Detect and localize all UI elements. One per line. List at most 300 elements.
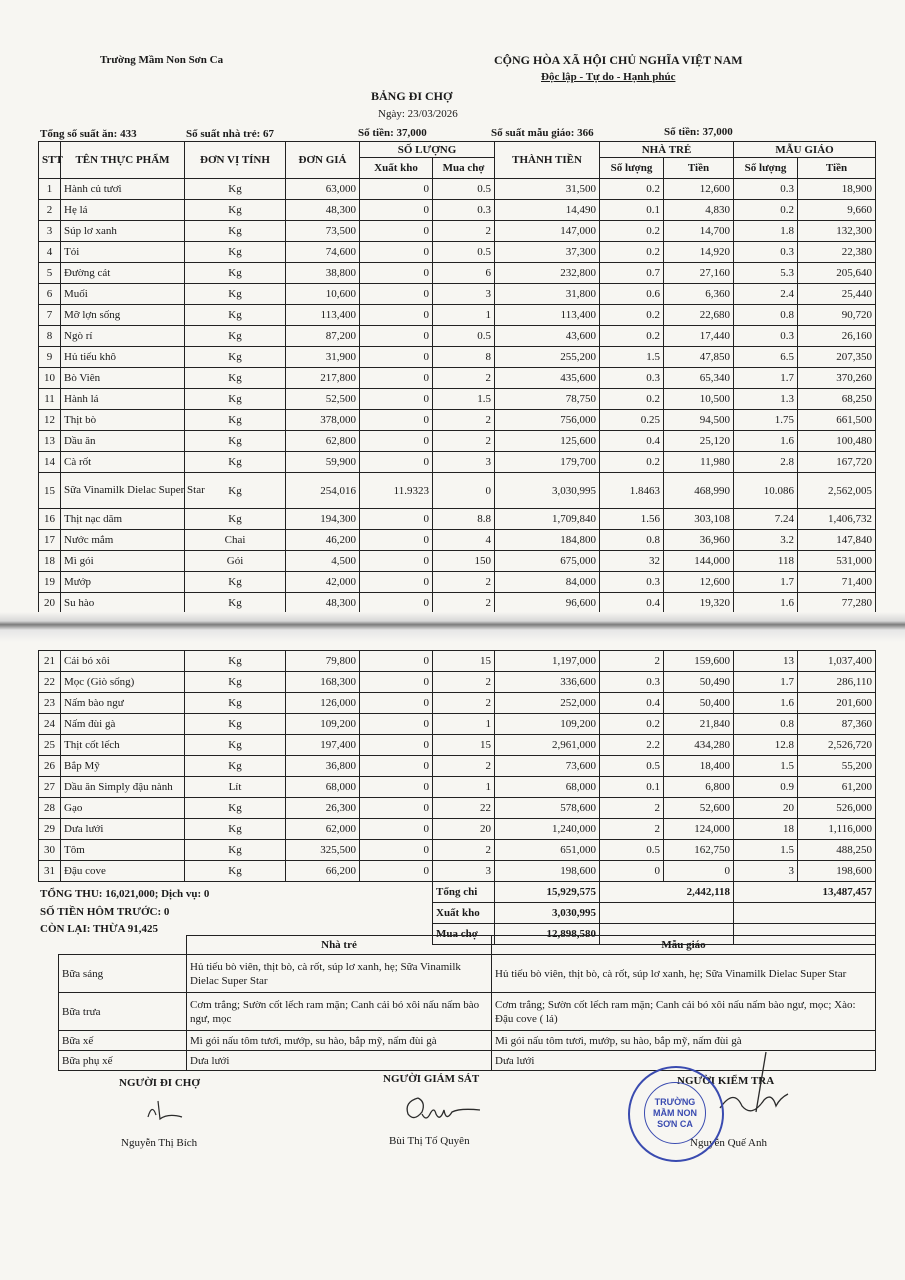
cell-name: Tôm — [61, 840, 185, 861]
cell-maugiao-money: 1,406,732 — [798, 509, 876, 530]
cell-name: Tỏi — [61, 242, 185, 263]
cell-stt: 18 — [39, 551, 61, 572]
cell-name: Thịt nạc dăm — [61, 509, 185, 530]
cell-price: 168,300 — [286, 672, 360, 693]
cell-out: 0 — [360, 410, 433, 431]
cell-maugiao-qty: 10.086 — [734, 473, 798, 509]
cell-price: 31,900 — [286, 347, 360, 368]
item-row — [39, 798, 876, 819]
cell-nhatre-money: 18,400 — [664, 756, 734, 777]
cell-unit: Kg — [185, 819, 286, 840]
cell-stt: 14 — [39, 452, 61, 473]
cell-stt: 15 — [39, 473, 61, 509]
item-row — [39, 756, 876, 777]
cell-stt: 6 — [39, 284, 61, 305]
cell-maugiao-money: 205,640 — [798, 263, 876, 284]
cell-nhatre-money: 50,400 — [664, 693, 734, 714]
cell-nhatre-qty: 0.5 — [600, 840, 664, 861]
cell-unit: Kg — [185, 368, 286, 389]
cell-stt: 28 — [39, 798, 61, 819]
cell-out: 0 — [360, 551, 433, 572]
cell-nhatre-qty: 0.6 — [600, 284, 664, 305]
cell-maugiao-money: 2,562,005 — [798, 473, 876, 509]
cell-nhatre-qty: 1.56 — [600, 509, 664, 530]
menu-maugiao: Cơm trắng; Sườn cốt lếch ram mặn; Canh cải bó xôi nấu nấm bào ngư, mọc; Xào: Đậu cove ( lá) — [492, 993, 876, 1031]
cell-maugiao-money: 661,500 — [798, 410, 876, 431]
col-maugiao: MẪU GIÁO — [734, 142, 876, 158]
cell-buy: 2 — [433, 410, 495, 431]
cell-maugiao-qty: 1.3 — [734, 389, 798, 410]
cell-nhatre-qty: 1.8463 — [600, 473, 664, 509]
cell-maugiao-qty: 1.8 — [734, 221, 798, 242]
cell-amount: 109,200 — [495, 714, 600, 735]
cell-unit: Chai — [185, 530, 286, 551]
cell-unit: Lít — [185, 777, 286, 798]
col-qty: SỐ LƯỢNG — [360, 142, 495, 158]
cell-price: 38,800 — [286, 263, 360, 284]
cell-nhatre-money: 6,800 — [664, 777, 734, 798]
cell-buy: 0.5 — [433, 242, 495, 263]
cell-out: 0 — [360, 389, 433, 410]
cell-nhatre-money: 162,750 — [664, 840, 734, 861]
cell-nhatre-qty: 0.1 — [600, 777, 664, 798]
menu-meal: Bữa trưa — [59, 993, 187, 1031]
cell-nhatre-qty: 0.2 — [600, 714, 664, 735]
cell-nhatre-qty: 0.1 — [600, 200, 664, 221]
cell-unit: Kg — [185, 473, 286, 509]
cell-stt: 20 — [39, 593, 61, 614]
cell-nhatre-qty: 0.2 — [600, 242, 664, 263]
cell-price: 74,600 — [286, 242, 360, 263]
cell-nhatre-qty: 0.2 — [600, 389, 664, 410]
cell-price: 113,400 — [286, 305, 360, 326]
cell-maugiao-qty: 0.9 — [734, 777, 798, 798]
cell-nhatre-money: 11,980 — [664, 452, 734, 473]
item-row — [39, 284, 876, 305]
cell-name: Thịt cốt lếch — [61, 735, 185, 756]
cell-maugiao-qty: 2.8 — [734, 452, 798, 473]
cell-unit: Kg — [185, 756, 286, 777]
cell-buy: 15 — [433, 735, 495, 756]
cell-buy: 8.8 — [433, 509, 495, 530]
menu-nhatre: Cơm trắng; Sườn cốt lếch ram mặn; Canh cải bó xôi nấu nấm bào ngư, mọc — [187, 993, 492, 1031]
cell-price: 254,016 — [286, 473, 360, 509]
cell-out: 0 — [360, 593, 433, 614]
con-lai: CÒN LẠI: THỪA 91,425 — [40, 923, 158, 935]
col-price: ĐƠN GIÁ — [286, 142, 360, 179]
cell-nhatre-qty: 0.4 — [600, 693, 664, 714]
item-row — [39, 347, 876, 368]
col-maugiao-tien: Tiền — [798, 158, 876, 179]
cell-price: 197,400 — [286, 735, 360, 756]
cell-buy: 2 — [433, 368, 495, 389]
cell-maugiao-money: 1,037,400 — [798, 651, 876, 672]
cell-amount: 1,197,000 — [495, 651, 600, 672]
maugiao-money: Số tiền: 37,000 — [664, 126, 733, 138]
cell-buy: 1 — [433, 305, 495, 326]
cell-nhatre-money: 52,600 — [664, 798, 734, 819]
cell-name: Gạo — [61, 798, 185, 819]
cell-stt: 24 — [39, 714, 61, 735]
col-nhatre-sl: Số lượng — [600, 158, 664, 179]
cell-buy: 2 — [433, 693, 495, 714]
cell-maugiao-qty: 1.6 — [734, 593, 798, 614]
cell-maugiao-qty: 118 — [734, 551, 798, 572]
cell-out: 0 — [360, 756, 433, 777]
menu-meal: Bữa phụ xế — [59, 1051, 187, 1071]
cell-nhatre-money: 159,600 — [664, 651, 734, 672]
supervisor-signature — [400, 1088, 490, 1128]
cell-out: 0 — [360, 509, 433, 530]
tong-chi-label: Tổng chi — [433, 882, 495, 903]
country-name: CỘNG HÒA XÃ HỘI CHỦ NGHĨA VIỆT NAM — [494, 53, 743, 67]
cell-maugiao-money: 71,400 — [798, 572, 876, 593]
cell-name: Hủ tiếu khô — [61, 347, 185, 368]
cell-price: 217,800 — [286, 368, 360, 389]
cell-maugiao-money: 18,900 — [798, 179, 876, 200]
cell-out: 0 — [360, 861, 433, 882]
item-row — [39, 651, 876, 672]
cell-price: 26,300 — [286, 798, 360, 819]
cell-amount: 198,600 — [495, 861, 600, 882]
motto: Độc lập - Tự do - Hạnh phúc — [541, 71, 676, 83]
menu-maugiao: Dưa lưới — [492, 1051, 876, 1071]
item-row — [39, 179, 876, 200]
cell-out: 0 — [360, 305, 433, 326]
cell-buy: 3 — [433, 452, 495, 473]
items-table-top — [38, 141, 876, 614]
cell-maugiao-money: 9,660 — [798, 200, 876, 221]
cell-name: Hành củ tươi — [61, 179, 185, 200]
cell-nhatre-qty: 1.5 — [600, 347, 664, 368]
cell-amount: 3,030,995 — [495, 473, 600, 509]
item-row — [39, 452, 876, 473]
cell-nhatre-qty: 2 — [600, 651, 664, 672]
cell-maugiao-money: 55,200 — [798, 756, 876, 777]
cell-name: Mướp — [61, 572, 185, 593]
cell-maugiao-money: 488,250 — [798, 840, 876, 861]
cell-nhatre-money: 124,000 — [664, 819, 734, 840]
col-nhatre: NHÀ TRẺ — [600, 142, 734, 158]
cell-nhatre-money: 47,850 — [664, 347, 734, 368]
cell-buy: 2 — [433, 593, 495, 614]
cell-price: 126,000 — [286, 693, 360, 714]
cell-unit: Kg — [185, 410, 286, 431]
cell-out: 0 — [360, 431, 433, 452]
cell-maugiao-qty: 3.2 — [734, 530, 798, 551]
cell-amount: 147,000 — [495, 221, 600, 242]
menu-nhatre-header: Nhà trẻ — [187, 936, 492, 955]
tong-thu: TỔNG THU: 16,021,000; Dịch vụ: 0 — [40, 888, 210, 900]
item-row — [39, 777, 876, 798]
cell-price: 10,600 — [286, 284, 360, 305]
school-stamp — [628, 1066, 724, 1162]
cell-maugiao-qty: 1.75 — [734, 410, 798, 431]
cell-stt: 25 — [39, 735, 61, 756]
item-row — [39, 410, 876, 431]
cell-nhatre-money: 12,600 — [664, 572, 734, 593]
cell-out: 0 — [360, 693, 433, 714]
cell-maugiao-qty: 1.7 — [734, 572, 798, 593]
cell-nhatre-qty: 0 — [600, 861, 664, 882]
cell-nhatre-money: 303,108 — [664, 509, 734, 530]
cell-out: 0 — [360, 242, 433, 263]
cell-out: 0 — [360, 200, 433, 221]
cell-unit: Kg — [185, 284, 286, 305]
menu-maugiao: Hủ tiếu bò viên, thịt bò, cà rốt, súp lơ xanh, hẹ; Sữa Vinamilk Dielac Super Star — [492, 955, 876, 993]
cell-unit: Kg — [185, 221, 286, 242]
cell-amount: 179,700 — [495, 452, 600, 473]
cell-price: 52,500 — [286, 389, 360, 410]
cell-unit: Kg — [185, 389, 286, 410]
cell-amount: 675,000 — [495, 551, 600, 572]
cell-unit: Kg — [185, 200, 286, 221]
cell-amount: 68,000 — [495, 777, 600, 798]
cell-maugiao-money: 77,280 — [798, 593, 876, 614]
cell-maugiao-money: 370,260 — [798, 368, 876, 389]
cell-price: 378,000 — [286, 410, 360, 431]
cell-stt: 7 — [39, 305, 61, 326]
tong-chi-nhatre: 2,442,118 — [600, 882, 734, 903]
cell-nhatre-qty: 0.4 — [600, 431, 664, 452]
cell-stt: 13 — [39, 431, 61, 452]
item-row — [39, 819, 876, 840]
cell-name: Su hào — [61, 593, 185, 614]
cell-maugiao-qty: 1.5 — [734, 840, 798, 861]
cell-buy: 0.3 — [433, 200, 495, 221]
cell-stt: 2 — [39, 200, 61, 221]
cell-amount: 232,800 — [495, 263, 600, 284]
cell-maugiao-qty: 18 — [734, 819, 798, 840]
cell-name: Thịt bò — [61, 410, 185, 431]
cell-maugiao-money: 147,840 — [798, 530, 876, 551]
item-row — [39, 368, 876, 389]
cell-amount: 435,600 — [495, 368, 600, 389]
cell-maugiao-money: 22,380 — [798, 242, 876, 263]
cell-name: Ngò rí — [61, 326, 185, 347]
cell-maugiao-qty: 12.8 — [734, 735, 798, 756]
cell-stt: 1 — [39, 179, 61, 200]
cell-maugiao-money: 526,000 — [798, 798, 876, 819]
cell-stt: 29 — [39, 819, 61, 840]
cell-out: 0 — [360, 284, 433, 305]
cell-buy: 1 — [433, 714, 495, 735]
cell-name: Bắp Mỹ — [61, 756, 185, 777]
cell-maugiao-money: 1,116,000 — [798, 819, 876, 840]
buyer-title: NGƯỜI ĐI CHỢ — [119, 1077, 200, 1089]
cell-out: 11.9323 — [360, 473, 433, 509]
item-row — [39, 840, 876, 861]
cell-maugiao-qty: 0.2 — [734, 200, 798, 221]
cell-nhatre-money: 14,700 — [664, 221, 734, 242]
item-row — [39, 305, 876, 326]
cell-stt: 26 — [39, 756, 61, 777]
cell-maugiao-qty: 3 — [734, 861, 798, 882]
col-stt: STT — [39, 142, 61, 179]
cell-unit: Kg — [185, 840, 286, 861]
cell-out: 0 — [360, 819, 433, 840]
menu-nhatre: Hủ tiếu bò viên, thịt bò, cà rốt, súp lơ xanh, hẹ; Sữa Vinamilk Dielac Super Star — [187, 955, 492, 993]
cell-amount: 1,240,000 — [495, 819, 600, 840]
cell-amount: 578,600 — [495, 798, 600, 819]
cell-nhatre-qty: 0.4 — [600, 593, 664, 614]
cell-maugiao-qty: 0.3 — [734, 242, 798, 263]
cell-nhatre-qty: 0.2 — [600, 452, 664, 473]
cell-stt: 11 — [39, 389, 61, 410]
item-row — [39, 326, 876, 347]
cell-name: Mì gói — [61, 551, 185, 572]
cell-buy: 1 — [433, 777, 495, 798]
cell-maugiao-money: 90,720 — [798, 305, 876, 326]
buyer-name: Nguyễn Thị Bích — [121, 1137, 198, 1149]
cell-maugiao-money: 531,000 — [798, 551, 876, 572]
cell-name: Mỡ lợn sống — [61, 305, 185, 326]
cell-maugiao-qty: 7.24 — [734, 509, 798, 530]
cell-amount: 73,600 — [495, 756, 600, 777]
cell-maugiao-money: 167,720 — [798, 452, 876, 473]
cell-unit: Kg — [185, 263, 286, 284]
cell-name: Dưa lưới — [61, 819, 185, 840]
cell-amount: 78,750 — [495, 389, 600, 410]
cell-price: 109,200 — [286, 714, 360, 735]
items-table-bottom — [38, 650, 876, 945]
cell-stt: 31 — [39, 861, 61, 882]
cell-maugiao-qty: 2.4 — [734, 284, 798, 305]
cell-amount: 1,709,840 — [495, 509, 600, 530]
cell-amount: 336,600 — [495, 672, 600, 693]
cell-nhatre-money: 0 — [664, 861, 734, 882]
item-row — [39, 530, 876, 551]
mua-cho-value: 12,898,580 — [495, 924, 600, 945]
cell-maugiao-money: 100,480 — [798, 431, 876, 452]
xuat-kho-value: 3,030,995 — [495, 903, 600, 924]
item-row — [39, 473, 876, 509]
cell-nhatre-money: 21,840 — [664, 714, 734, 735]
cell-stt: 27 — [39, 777, 61, 798]
item-row — [39, 221, 876, 242]
cell-stt: 5 — [39, 263, 61, 284]
date: Ngày: 23/03/2026 — [378, 108, 458, 120]
menu-meal: Bữa sáng — [59, 955, 187, 993]
cell-buy: 8 — [433, 347, 495, 368]
cell-amount: 756,000 — [495, 410, 600, 431]
cell-nhatre-qty: 2.2 — [600, 735, 664, 756]
cell-stt: 9 — [39, 347, 61, 368]
cell-buy: 0 — [433, 473, 495, 509]
cell-nhatre-money: 65,340 — [664, 368, 734, 389]
cell-nhatre-money: 94,500 — [664, 410, 734, 431]
cell-out: 0 — [360, 326, 433, 347]
menu-maugiao-header: Mẫu giáo — [492, 936, 876, 955]
total-portions: Tổng số suất ăn: 433 — [40, 128, 137, 140]
item-row — [39, 572, 876, 593]
cell-maugiao-money: 198,600 — [798, 861, 876, 882]
cell-price: 194,300 — [286, 509, 360, 530]
cell-name: Nấm đùi gà — [61, 714, 185, 735]
cell-nhatre-qty: 0.8 — [600, 530, 664, 551]
maugiao-portions: Số suất mẫu giáo: 366 — [491, 127, 594, 139]
cell-nhatre-money: 19,320 — [664, 593, 734, 614]
cell-name: Nước mắm — [61, 530, 185, 551]
cell-amount: 96,600 — [495, 593, 600, 614]
so-tien-hom-truoc: SỐ TIỀN HÔM TRƯỚC: 0 — [40, 906, 170, 918]
cell-amount: 2,961,000 — [495, 735, 600, 756]
cell-nhatre-qty: 0.2 — [600, 221, 664, 242]
mua-cho-label: Mua chợ — [433, 924, 495, 945]
menu-nhatre: Dưa lưới — [187, 1051, 492, 1071]
col-buy: Mua chợ — [433, 158, 495, 179]
cell-price: 73,500 — [286, 221, 360, 242]
item-row — [39, 672, 876, 693]
cell-nhatre-qty: 0.2 — [600, 305, 664, 326]
cell-maugiao-qty: 0.3 — [734, 326, 798, 347]
cell-out: 0 — [360, 714, 433, 735]
cell-unit: Kg — [185, 798, 286, 819]
cell-maugiao-qty: 1.6 — [734, 693, 798, 714]
cell-amount: 14,490 — [495, 200, 600, 221]
cell-name: Súp lơ xanh — [61, 221, 185, 242]
cell-nhatre-money: 14,920 — [664, 242, 734, 263]
cell-amount: 43,600 — [495, 326, 600, 347]
cell-nhatre-money: 22,680 — [664, 305, 734, 326]
cell-buy: 2 — [433, 431, 495, 452]
cell-out: 0 — [360, 452, 433, 473]
cell-price: 42,000 — [286, 572, 360, 593]
cell-name: Đường cát — [61, 263, 185, 284]
cell-name: Cải bó xôi — [61, 651, 185, 672]
cell-stt: 4 — [39, 242, 61, 263]
cell-unit: Kg — [185, 593, 286, 614]
cell-nhatre-money: 4,830 — [664, 200, 734, 221]
cell-out: 0 — [360, 530, 433, 551]
cell-out: 0 — [360, 368, 433, 389]
item-row — [39, 200, 876, 221]
item-row — [39, 735, 876, 756]
supervisor-name: Bùi Thị Tố Quyên — [389, 1135, 470, 1147]
cell-maugiao-money: 25,440 — [798, 284, 876, 305]
cell-maugiao-money: 132,300 — [798, 221, 876, 242]
cell-out: 0 — [360, 179, 433, 200]
cell-price: 68,000 — [286, 777, 360, 798]
item-row — [39, 861, 876, 882]
cell-maugiao-money: 61,200 — [798, 777, 876, 798]
cell-nhatre-qty: 0.3 — [600, 368, 664, 389]
cell-buy: 4 — [433, 530, 495, 551]
xuat-kho-label: Xuất kho — [433, 903, 495, 924]
item-row — [39, 242, 876, 263]
school-name: Trường Mầm Non Sơn Ca — [100, 54, 224, 66]
cell-unit: Kg — [185, 693, 286, 714]
cell-nhatre-money: 36,960 — [664, 530, 734, 551]
cell-nhatre-qty: 0.5 — [600, 756, 664, 777]
cell-buy: 2 — [433, 840, 495, 861]
cell-maugiao-qty: 5.3 — [734, 263, 798, 284]
cell-maugiao-money: 2,526,720 — [798, 735, 876, 756]
cell-nhatre-qty: 0.7 — [600, 263, 664, 284]
cell-price: 325,500 — [286, 840, 360, 861]
cell-buy: 6 — [433, 263, 495, 284]
nhatre-portions: Số suất nhà trẻ: 67 — [186, 128, 275, 140]
cell-maugiao-qty: 20 — [734, 798, 798, 819]
cell-maugiao-qty: 0.8 — [734, 714, 798, 735]
cell-nhatre-qty: 0.2 — [600, 326, 664, 347]
cell-name: Bò Viên — [61, 368, 185, 389]
cell-unit: Kg — [185, 714, 286, 735]
cell-stt: 23 — [39, 693, 61, 714]
cell-unit: Kg — [185, 326, 286, 347]
cell-name: Dầu ăn — [61, 431, 185, 452]
item-row — [39, 389, 876, 410]
